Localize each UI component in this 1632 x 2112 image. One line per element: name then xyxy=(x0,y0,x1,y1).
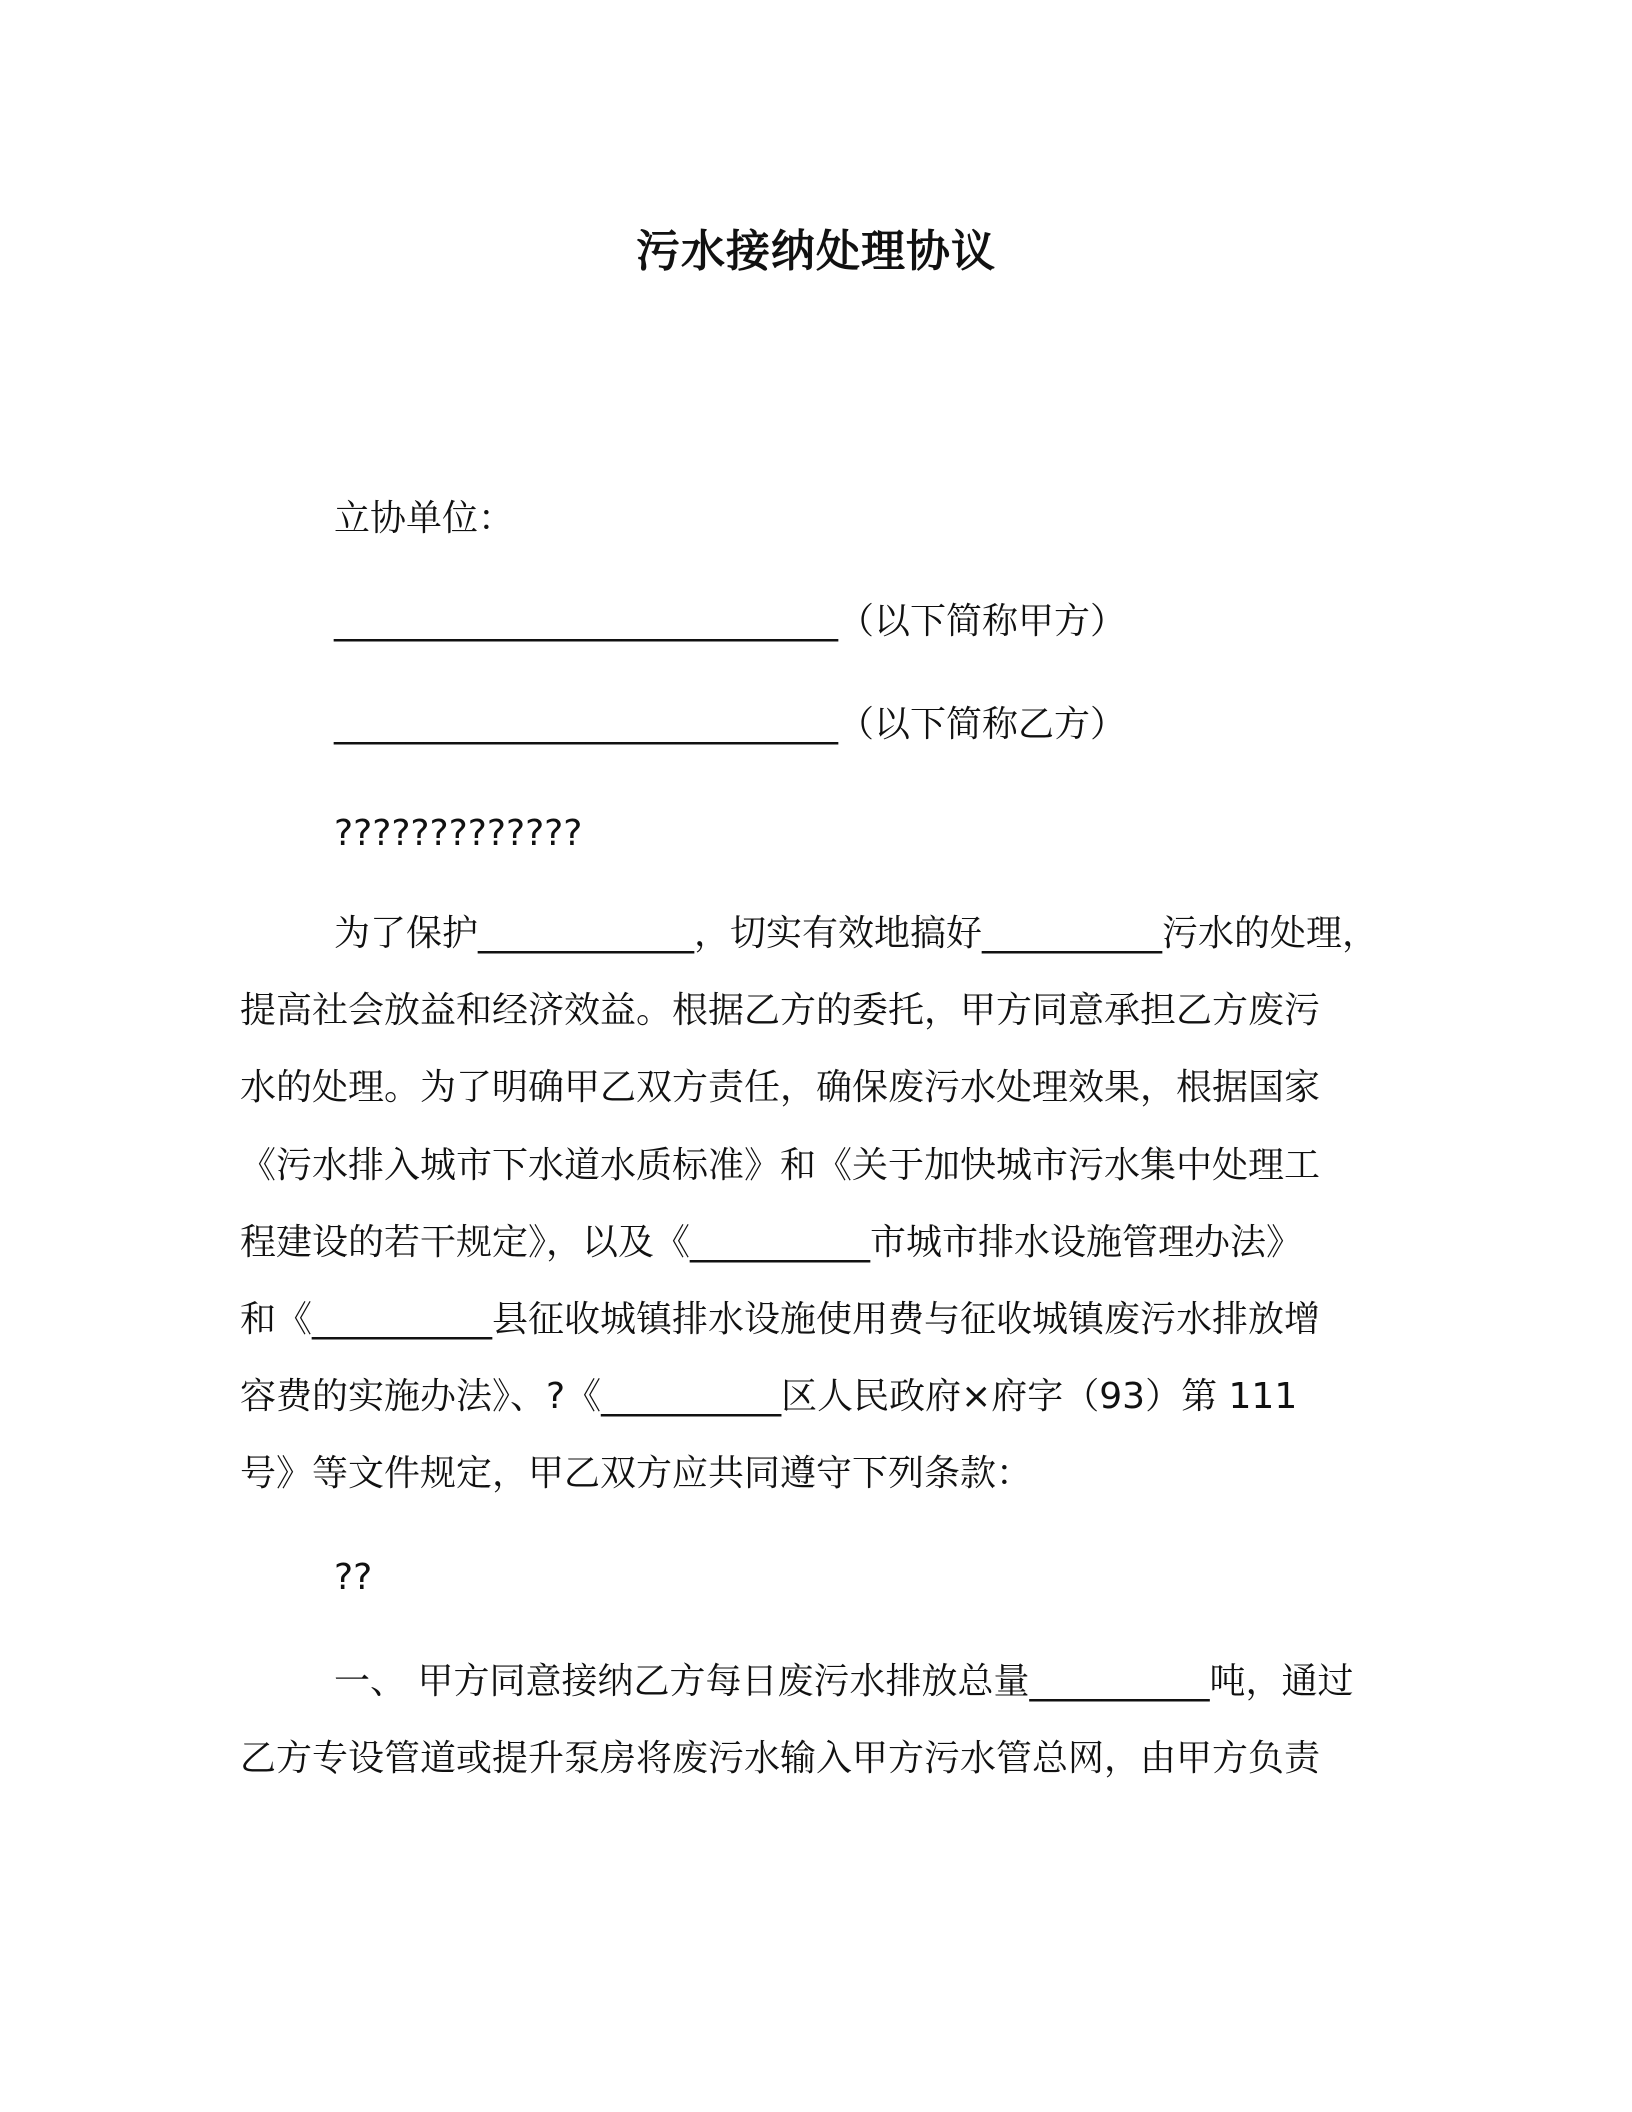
parties-heading: 立协单位： xyxy=(334,498,515,539)
document-title: 污水接纳处理协议 xyxy=(636,226,996,277)
placeholder-line: ?? xyxy=(334,1557,373,1598)
preamble-line: 和《__________县征收城镇排水设施使用费与征收城镇废污水排放增 xyxy=(240,1299,1321,1340)
preamble-line: 水的处理。为了明确甲乙双方责任，确保废污水处理效果，根据国家 xyxy=(240,1067,1321,1108)
preamble-line: 程建设的若干规定》，以及《__________市城市排水设施管理办法》 xyxy=(240,1222,1303,1263)
party-a-line: ____________________________（以下简称甲方） xyxy=(334,601,1127,642)
placeholder-line: ????????????? xyxy=(334,813,583,854)
preamble-line: 容费的实施办法》、?《__________区人民政府×府字（93）第 111 xyxy=(240,1376,1298,1417)
preamble-line: 提高社会放益和经济效益。根据乙方的委托，甲方同意承担乙方废污 xyxy=(240,990,1321,1031)
party-b-line: ____________________________（以下简称乙方） xyxy=(334,704,1127,745)
preamble-line: 号》等文件规定，甲乙双方应共同遵守下列条款： xyxy=(240,1453,1033,1494)
clause-line: 一、 甲方同意接纳乙方每日废污水排放总量__________吨，通过 xyxy=(334,1661,1354,1702)
preamble-line: 为了保护____________，切实有效地搞好__________污水的处理， xyxy=(334,913,1379,954)
clause-line: 乙方专设管道或提升泵房将废污水输入甲方污水管总网，由甲方负责 xyxy=(240,1738,1321,1779)
preamble-line: 《污水排入城市下水道水质标准》和《关于加快城市污水集中处理工 xyxy=(240,1145,1321,1186)
